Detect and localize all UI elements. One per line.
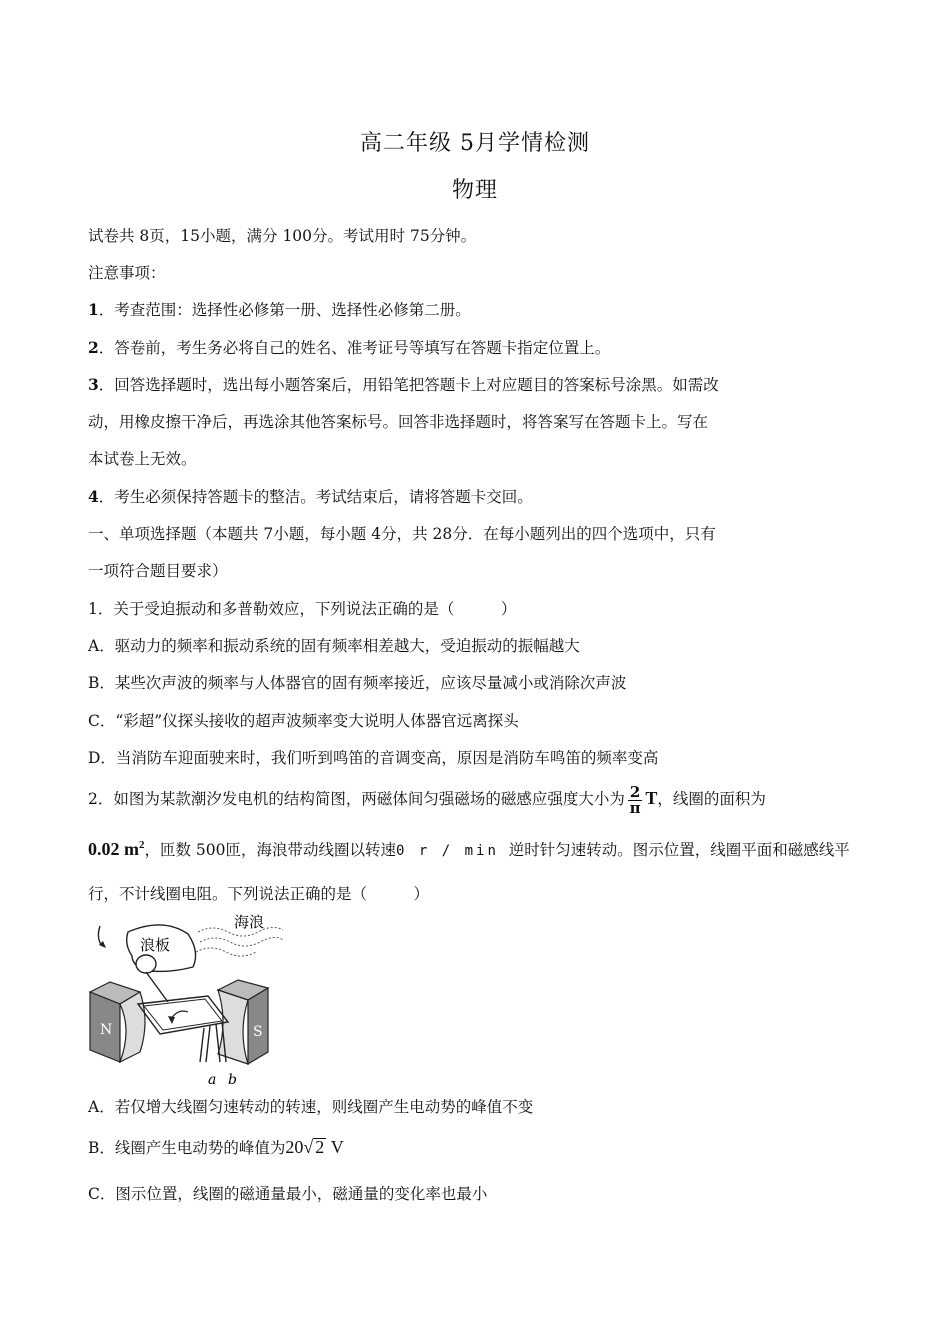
note-1: 1．考查范围：选择性必修第一册、选择性必修第二册。 <box>88 300 471 319</box>
exam-title: 高二年级 5月学情检测 <box>360 131 590 156</box>
magnet-s-label: S <box>253 1024 263 1040</box>
q2-option-b: B．线圈产生电动势的峰值为20√ 2 V <box>88 1137 344 1157</box>
q2-stem-line-3: 行，不计线圈电阻。下列说法正确的是（ ） <box>88 885 430 903</box>
notes-title: 注意事项： <box>88 264 166 282</box>
intro-text: 试卷共 8页，15小题，满分 100分。考试用时 75分钟。 <box>88 227 477 245</box>
q1-option-b: B．某些次声波的频率与人体器官的固有频率接近，应该尽量减小或消除次声波 <box>88 674 627 692</box>
speed-value: 0 r / min <box>396 843 499 859</box>
note-3: 3．回答选择题时，选出每小题答案后，用铅笔把答题卡上对应题目的答案标号涂黑。如需改 <box>88 375 719 394</box>
note-3-cont-1: 动，用橡皮擦干净后，再选涂其他答案标号。回答非选择题时，将答案写在答题卡上。写在 <box>88 413 709 431</box>
axle <box>136 955 156 973</box>
note-4: 4．考生必须保持答题卡的整洁。考试结束后，请将答题卡交回。 <box>88 487 533 506</box>
q2-stem-line-2: 0.02 $m^2$，匝数 500匝，海浪带动线圈以转速0 r / min 逆时针匀速转动。图示位置，线圈平面和磁感线平 <box>88 839 850 859</box>
q2-option-c: C．图示位置，线圈的磁通量最小，磁通量的变化率也最小 <box>88 1185 488 1203</box>
wave-plate-label: 浪板 <box>140 936 171 954</box>
note-3-cont-2: 本试卷上无效。 <box>88 450 197 468</box>
area-value: 0.02 $m^2$ <box>88 839 145 859</box>
q1-option-c: C．“彩超”仪探头接收的超声波频率变大说明人体器官远离探头 <box>88 712 519 730</box>
q1-option-a: A．驱动力的频率和振动系统的固有频率相差越大，受迫振动的振幅越大 <box>88 637 580 655</box>
q2-stem-line-1: 2．如图为某款潮汐发电机的结构简图，两磁体间匀强磁场的磁感应强度大小为 $\frac{2}{\pi}$ T，线圈的面积为 <box>88 782 766 817</box>
generator-figure <box>88 912 288 1092</box>
section-heading-cont: 一项符合题目要求） <box>88 562 228 580</box>
section-heading: 一、单项选择题（本题共 7小题，每小题 4分，共 28分．在每小题列出的四个选项中，只有 <box>88 525 716 543</box>
q1-option-d: D．当消防车迎面驶来时，我们听到鸣笛的音调变高，原因是消防车鸣笛的频率变高 <box>88 749 659 767</box>
field-fraction: $\frac{2}{\pi}$ <box>629 782 641 817</box>
wave-label: 海浪 <box>234 913 265 931</box>
terminal-a-label: a <box>208 1072 217 1088</box>
subject-title: 物理 <box>451 178 498 203</box>
note-2: 2．答卷前，考生务必将自己的姓名、准考证号等填写在答题卡指定位置上。 <box>88 338 611 357</box>
q2-option-a: A．若仅增大线圈匀速转动的转速，则线圈产生电动势的峰值不变 <box>88 1098 534 1116</box>
magnet-n-label: N <box>100 1022 113 1038</box>
emf-peak-value: 20√ 2 V <box>285 1137 344 1157</box>
q1-stem: 1．关于受迫振动和多普勒效应，下列说法正确的是（ ） <box>88 600 517 618</box>
terminal-b-label: b <box>228 1072 237 1088</box>
